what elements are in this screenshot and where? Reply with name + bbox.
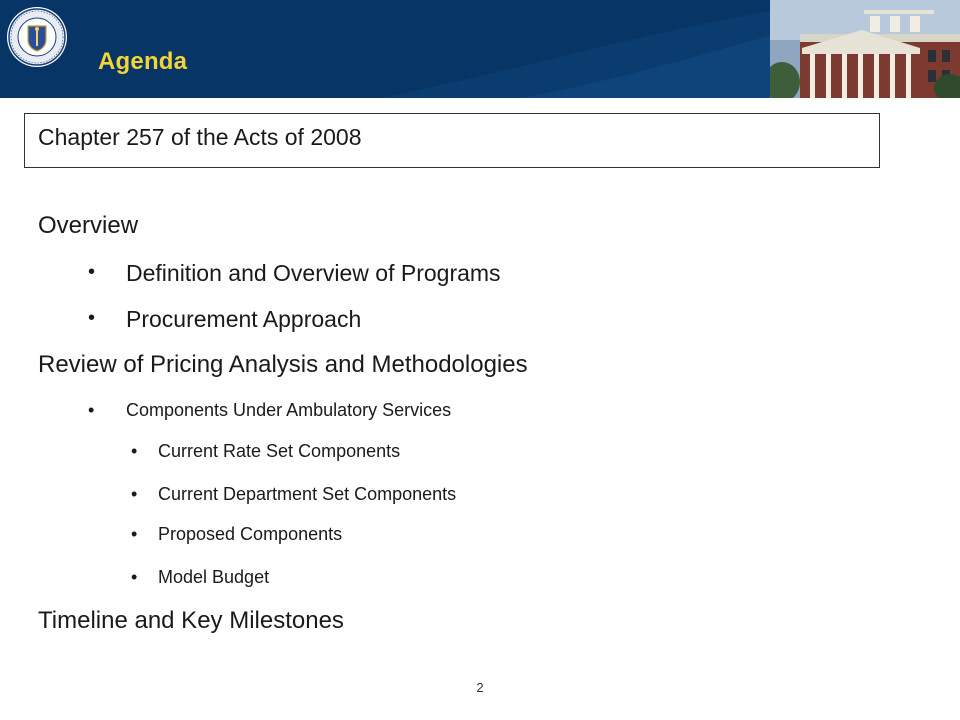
slide-title: Agenda	[98, 48, 188, 75]
bullet-icon: •	[131, 484, 138, 504]
agenda-item-pricing: Review of Pricing Analysis and Methodologies	[38, 351, 528, 378]
massachusetts-seal-icon	[6, 6, 68, 68]
bullet-icon: •	[131, 524, 138, 544]
bullet-icon: •	[131, 441, 138, 461]
chapter-heading-box	[24, 113, 880, 168]
agenda-subsubitem-rate-set: Current Rate Set Components	[158, 441, 401, 461]
agenda-subsubitem-model-budget: Model Budget	[158, 567, 270, 587]
agenda-subitem-procurement: Procurement Approach	[126, 306, 362, 332]
agenda-subsubitem-proposed: Proposed Components	[158, 524, 343, 544]
bullet-icon: •	[131, 567, 138, 587]
agenda-item-timeline: Timeline and Key Milestones	[38, 607, 344, 634]
bullet-icon: •	[88, 400, 95, 420]
state-house-image	[770, 0, 960, 98]
agenda-subitem-components: Components Under Ambulatory Services	[126, 400, 452, 420]
agenda-subitem-definition: Definition and Overview of Programs	[126, 260, 501, 286]
page-number: 2	[476, 680, 484, 695]
chapter-heading: Chapter 257 of the Acts of 2008	[38, 124, 362, 150]
agenda-subsubitem-department-set: Current Department Set Components	[158, 484, 457, 504]
agenda-item-overview: Overview	[38, 212, 139, 239]
bullet-icon: •	[88, 307, 96, 329]
bullet-icon: •	[88, 261, 96, 283]
header-banner	[0, 0, 960, 98]
